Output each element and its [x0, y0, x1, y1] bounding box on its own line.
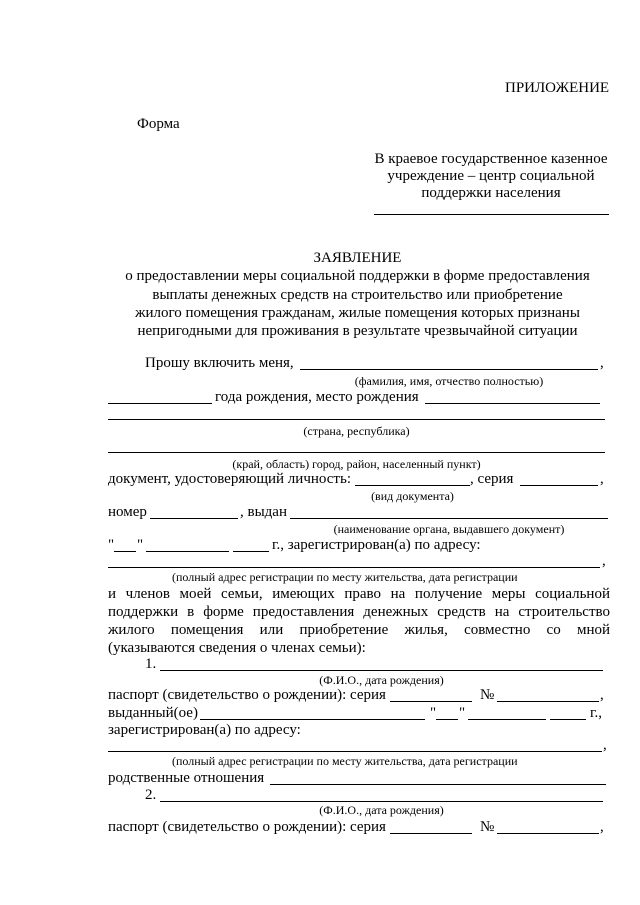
issue-year-field[interactable]	[233, 551, 269, 552]
comma: ,	[600, 355, 604, 371]
member-2-passport-number-field[interactable]	[497, 833, 599, 834]
hint-address: (полный адрес регистрации по месту жительства, дата регистрации	[172, 570, 518, 584]
member-1-passport-number-field[interactable]	[497, 701, 599, 702]
hint-doc-type: (вид документа)	[371, 489, 454, 503]
family-line-3: жилого помещения или приобретение жилья, совместно со мной	[108, 622, 610, 638]
member-1-registered-text: зарегистрирован(а) по адресу:	[108, 722, 301, 738]
document-title: ЗАЯВЛЕНИЕ	[313, 250, 402, 266]
hint-issuer: (наименование органа, выдавшего документ)	[333, 522, 565, 536]
doc-series-field[interactable]	[520, 485, 598, 486]
family-line-4: (указываются сведения о членах семьи):	[108, 640, 366, 656]
id-document-text: документ, удостоверяющий личность:	[108, 471, 351, 487]
comma: ,	[603, 737, 607, 753]
birth-year-field[interactable]	[108, 403, 212, 404]
member-1-month-field[interactable]	[468, 719, 546, 720]
comma: ,	[600, 687, 604, 703]
issue-day-field[interactable]	[114, 551, 136, 552]
issued-text: , выдан	[240, 504, 287, 520]
form-label: Форма	[137, 116, 180, 132]
title-line-4: непригодными для проживания в результате чрезвычайной ситуации	[137, 323, 578, 339]
hint-region: (край, область) город, район, населенный пункт)	[232, 457, 481, 471]
member-1-fio-field[interactable]	[160, 670, 603, 671]
recipient-line-1: В краевое государственное казенное	[374, 151, 608, 167]
address-field[interactable]	[108, 567, 600, 568]
member-2-hint-fio: (Ф.И.О., дата рождения)	[319, 803, 444, 817]
member-2-passport-text: паспорт (свидетельство о рождении): серия	[108, 819, 386, 835]
member-1-hint-fio: (Ф.И.О., дата рождения)	[319, 673, 444, 687]
member-1-year-label: г.,	[590, 705, 602, 721]
member-1-year-field[interactable]	[550, 719, 586, 720]
member-1-day-field[interactable]	[436, 719, 458, 720]
recipient-line-2: учреждение – центр социальной	[387, 168, 595, 184]
title-line-2: выплаты денежных средств на строительство или приобретение	[152, 287, 563, 303]
member-2-number-sign: №	[480, 819, 495, 835]
number-text: номер	[108, 504, 147, 520]
issuer-field[interactable]	[290, 518, 608, 519]
recipient-blank[interactable]	[374, 214, 609, 215]
member-1-relation-field[interactable]	[270, 784, 606, 785]
comma: ,	[600, 819, 604, 835]
member-1-quote-close: "	[459, 705, 466, 721]
member-1-issued-text: выданный(ое)	[108, 705, 198, 721]
doc-type-field[interactable]	[355, 485, 470, 486]
quote-open: "	[108, 537, 115, 553]
request-text: Прошу включить меня,	[145, 355, 294, 371]
hint-fio: (фамилия, имя, отчество полностью)	[354, 374, 544, 388]
member-1-number: 1.	[145, 656, 157, 672]
region-field[interactable]	[108, 452, 605, 453]
registered-text: г., зарегистрирован(а) по адресу:	[272, 537, 481, 553]
birth-text: года рождения, место рождения	[215, 389, 419, 405]
member-1-address-field[interactable]	[108, 751, 602, 752]
member-1-passport-text: паспорт (свидетельство о рождении): серия	[108, 687, 386, 703]
title-line-1: о предоставлении меры социальной поддержки в форме предоставления	[125, 268, 590, 284]
family-line-1: и членов моей семьи, имеющих право на получение меры социальной	[108, 586, 610, 602]
comma: ,	[600, 471, 604, 487]
member-2-fio-field[interactable]	[160, 801, 603, 802]
recipient-line-3: поддержки населения	[421, 185, 561, 201]
appendix-label: ПРИЛОЖЕНИЕ	[505, 80, 610, 96]
issue-month-field[interactable]	[146, 551, 229, 552]
member-1-series-field[interactable]	[390, 701, 472, 702]
doc-number-field[interactable]	[150, 518, 238, 519]
member-2-series-field[interactable]	[390, 833, 472, 834]
country-field[interactable]	[108, 419, 605, 420]
member-1-quote-open: "	[430, 705, 437, 721]
member-1-relation-text: родственные отношения	[108, 770, 265, 786]
series-text: , серия	[470, 471, 514, 487]
member-1-issuer-field[interactable]	[200, 719, 425, 720]
title-line-3: жилого помещения гражданам, жилые помещения которых признаны	[135, 305, 580, 321]
birthplace-field[interactable]	[425, 403, 600, 404]
member-2-number: 2.	[145, 787, 157, 803]
fio-field[interactable]	[300, 369, 598, 370]
hint-country: (страна, республика)	[303, 424, 410, 438]
comma: ,	[602, 553, 606, 569]
family-line-2: поддержки в форме предоставления денежных средств на строительство	[108, 604, 610, 620]
quote-close: "	[137, 537, 144, 553]
member-1-number-sign: №	[480, 687, 495, 703]
member-1-hint-address: (полный адрес регистрации по месту жительства, дата регистрации	[172, 754, 518, 768]
